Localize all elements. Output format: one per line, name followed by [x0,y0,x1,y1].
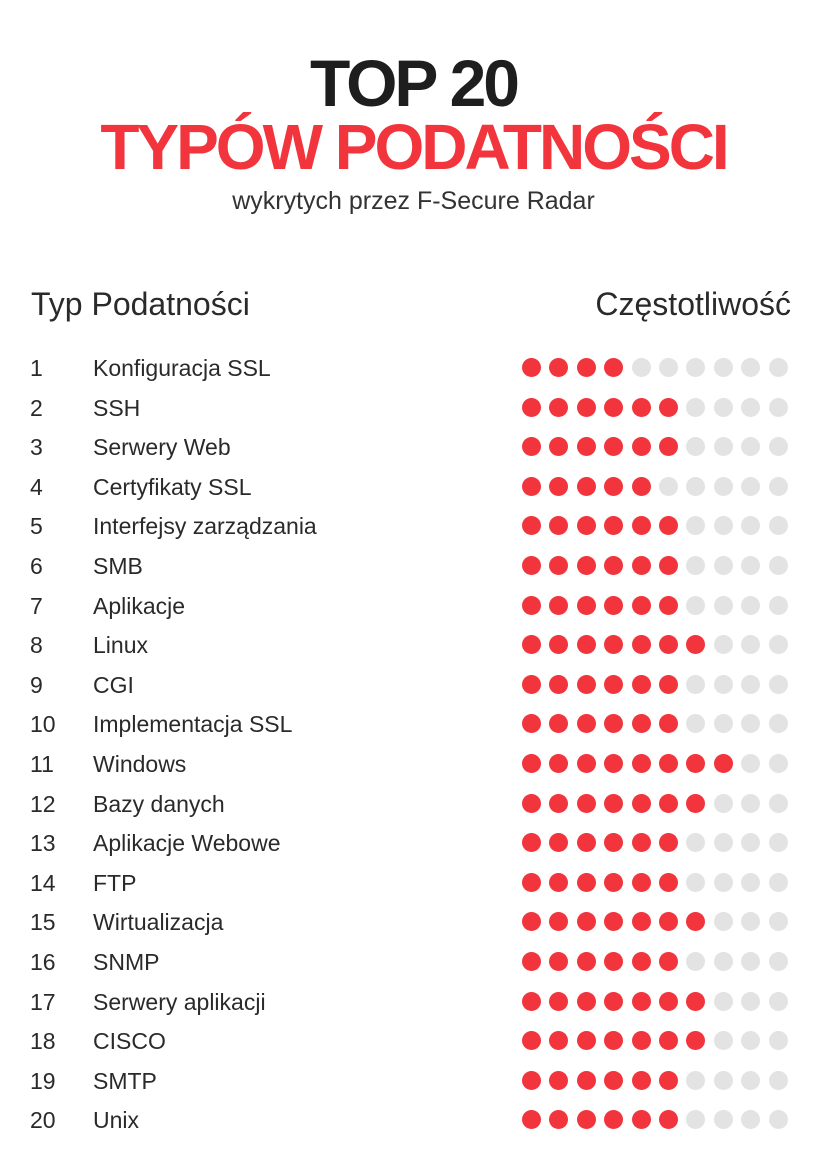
vulnerability-type-label: SSH [93,394,141,421]
table-row [0,1021,827,1061]
frequency-dot-empty [741,794,760,813]
frequency-dot-filled [659,596,678,615]
table-row [0,942,827,982]
frequency-dot-filled [577,477,596,496]
frequency-dot-empty [714,714,733,733]
frequency-dot-empty [714,398,733,417]
frequency-dot-filled [632,794,651,813]
table-row [0,1061,827,1101]
frequency-dot-filled [549,398,568,417]
frequency-dot-empty [714,1031,733,1050]
frequency-dot-empty [769,556,788,575]
frequency-dot-filled [686,635,705,654]
frequency-dot-filled [632,477,651,496]
frequency-dot-empty [686,358,705,377]
vulnerability-type-label: CGI [93,671,134,698]
table-row [0,506,827,546]
vulnerability-type-label: Serwery Web [93,434,231,461]
table-row [0,863,827,903]
frequency-dot-filled [632,1110,651,1129]
table-row [0,625,827,665]
vulnerability-type-label: Aplikacje [93,592,186,619]
subtitle: wykrytych przez F-Secure Radar [232,187,595,215]
vulnerability-type-label: CISCO [93,1028,166,1055]
frequency-dot-filled [659,516,678,535]
frequency-dot-filled [604,1071,623,1090]
frequency-dot-filled [632,1031,651,1050]
frequency-dot-empty [769,1071,788,1090]
frequency-dot-empty [686,596,705,615]
frequency-dot-empty [741,477,760,496]
frequency-dot-filled [577,833,596,852]
frequency-dot-filled [632,398,651,417]
frequency-dot-empty [714,556,733,575]
rank-number: 2 [30,394,43,421]
frequency-dot-filled [686,992,705,1011]
frequency-dot-filled [686,912,705,931]
frequency-dot-filled [577,635,596,654]
vulnerability-type-label: Implementacja SSL [93,711,293,738]
frequency-dot-empty [741,635,760,654]
frequency-dot-filled [577,516,596,535]
vulnerability-type-label: Serwery aplikacji [93,988,266,1015]
frequency-dot-filled [604,635,623,654]
frequency-dot-filled [604,398,623,417]
frequency-dot-empty [769,873,788,892]
frequency-dot-filled [549,833,568,852]
frequency-dot-empty [686,1110,705,1129]
frequency-dot-empty [686,398,705,417]
frequency-dot-empty [741,873,760,892]
frequency-dot-filled [632,437,651,456]
frequency-dot-empty [714,1110,733,1129]
frequency-dot-filled [549,1031,568,1050]
vulnerability-type-label: Unix [93,1107,140,1134]
frequency-dot-filled [522,516,541,535]
frequency-dot-empty [741,992,760,1011]
frequency-dot-filled [522,794,541,813]
vulnerability-type-label: FTP [93,869,137,896]
frequency-dot-filled [549,912,568,931]
frequency-dot-empty [714,437,733,456]
frequency-dot-filled [549,596,568,615]
frequency-dot-empty [714,635,733,654]
frequency-dot-filled [714,754,733,773]
column-header-type: Typ Podatności [31,286,250,322]
frequency-dot-empty [769,754,788,773]
frequency-dot-filled [659,635,678,654]
vulnerability-list [0,348,827,1140]
frequency-dot-filled [549,952,568,971]
frequency-dot-empty [741,358,760,377]
frequency-dot-filled [659,675,678,694]
rank-number: 6 [30,552,43,579]
frequency-dot-empty [769,437,788,456]
frequency-dot-filled [549,1110,568,1129]
frequency-dot-filled [604,477,623,496]
vulnerability-type-label: Aplikacje Webowe [93,830,281,857]
table-row [0,665,827,705]
frequency-dot-filled [549,873,568,892]
frequency-dot-empty [686,556,705,575]
frequency-dot-filled [577,1071,596,1090]
frequency-dot-filled [659,754,678,773]
frequency-dot-filled [522,1110,541,1129]
frequency-dot-filled [659,1071,678,1090]
frequency-dot-empty [686,675,705,694]
frequency-dot-empty [741,1071,760,1090]
frequency-dot-empty [769,912,788,931]
title-vulnerability-types: TYPÓW PODATNOŚCI [100,111,727,183]
frequency-dot-filled [604,1110,623,1129]
frequency-dot-empty [686,952,705,971]
rank-number: 19 [30,1067,56,1094]
frequency-dot-filled [632,556,651,575]
frequency-dot-empty [686,516,705,535]
frequency-dot-empty [714,477,733,496]
frequency-dot-filled [604,992,623,1011]
frequency-dot-filled [604,833,623,852]
frequency-dot-filled [577,358,596,377]
frequency-dot-empty [741,596,760,615]
frequency-dot-filled [522,398,541,417]
frequency-dot-filled [549,754,568,773]
rank-number: 15 [30,909,56,936]
rank-number: 1 [30,355,43,381]
frequency-dot-filled [659,794,678,813]
frequency-dot-empty [741,675,760,694]
title-top-20: TOP 20 [309,46,518,120]
rank-number: 12 [30,790,56,817]
frequency-dot-filled [577,714,596,733]
frequency-dot-filled [549,358,568,377]
frequency-dot-filled [686,1031,705,1050]
frequency-dot-empty [769,952,788,971]
rank-number: 10 [30,711,56,738]
frequency-dot-filled [522,358,541,377]
frequency-dot-empty [769,635,788,654]
frequency-dot-filled [604,556,623,575]
frequency-dot-empty [769,1031,788,1050]
frequency-dot-filled [577,675,596,694]
rank-number: 20 [30,1107,56,1134]
frequency-dot-filled [577,1110,596,1129]
rank-number: 18 [30,1028,56,1055]
frequency-dot-filled [604,952,623,971]
vulnerability-type-label: Konfiguracja SSL [93,355,271,381]
frequency-dot-filled [632,873,651,892]
frequency-dot-filled [659,556,678,575]
frequency-dot-empty [741,754,760,773]
frequency-dot-empty [686,477,705,496]
frequency-dot-filled [659,1031,678,1050]
frequency-dot-empty [659,477,678,496]
frequency-dot-filled [549,437,568,456]
frequency-dot-empty [741,1110,760,1129]
frequency-dot-empty [659,358,678,377]
frequency-dot-filled [577,794,596,813]
frequency-dot-filled [549,635,568,654]
rank-number: 7 [30,592,43,619]
frequency-dot-empty [769,398,788,417]
frequency-dot-empty [769,992,788,1011]
frequency-dot-empty [714,833,733,852]
frequency-dot-filled [522,1071,541,1090]
frequency-dot-filled [577,437,596,456]
frequency-dot-filled [522,912,541,931]
frequency-dot-empty [714,596,733,615]
frequency-dot-filled [577,952,596,971]
frequency-dot-filled [632,992,651,1011]
rank-number: 9 [30,671,43,698]
frequency-dot-filled [549,794,568,813]
frequency-dot-empty [714,516,733,535]
frequency-dot-empty [714,1071,733,1090]
table-row [0,982,827,1022]
frequency-dot-empty [769,833,788,852]
frequency-dot-empty [714,873,733,892]
frequency-dot-filled [577,596,596,615]
frequency-dot-filled [549,556,568,575]
frequency-dot-empty [714,794,733,813]
frequency-dot-filled [604,516,623,535]
table-row [0,467,827,507]
rank-number: 11 [30,750,54,777]
frequency-dot-filled [604,873,623,892]
rank-number: 16 [30,948,56,975]
vulnerability-type-label: Bazy danych [93,790,225,817]
rank-number: 4 [30,473,43,500]
frequency-dot-empty [686,714,705,733]
frequency-dot-filled [577,912,596,931]
frequency-dot-filled [522,1031,541,1050]
rank-number: 5 [30,513,43,540]
frequency-dot-empty [741,952,760,971]
frequency-dot-filled [604,437,623,456]
frequency-dot-filled [604,912,623,931]
frequency-dot-filled [659,437,678,456]
frequency-dot-filled [604,1031,623,1050]
frequency-dot-empty [714,912,733,931]
frequency-dot-empty [769,516,788,535]
frequency-dot-filled [522,437,541,456]
vulnerability-type-label: Interfejsy zarządzania [93,513,317,540]
frequency-dot-empty [741,714,760,733]
frequency-dot-filled [522,833,541,852]
frequency-dot-filled [549,477,568,496]
frequency-dot-filled [522,556,541,575]
frequency-dot-filled [577,873,596,892]
table-row [0,744,827,784]
vulnerability-type-label: Linux [93,632,148,659]
frequency-dot-filled [632,1071,651,1090]
frequency-dot-filled [632,714,651,733]
frequency-dot-empty [741,1031,760,1050]
frequency-dot-empty [714,675,733,694]
frequency-dot-empty [741,833,760,852]
frequency-dot-empty [686,833,705,852]
frequency-dot-empty [686,1071,705,1090]
vulnerability-type-label: SNMP [93,948,160,975]
frequency-dot-empty [741,556,760,575]
frequency-dot-empty [741,398,760,417]
frequency-dot-filled [604,675,623,694]
table-row [0,902,827,942]
frequency-dot-filled [577,398,596,417]
frequency-dot-filled [632,912,651,931]
frequency-dot-empty [769,358,788,377]
frequency-dot-empty [769,1110,788,1129]
vulnerability-type-label: Certyfikaty SSL [93,473,252,500]
frequency-dot-filled [659,912,678,931]
frequency-dot-filled [522,596,541,615]
table-row [0,823,827,863]
vulnerability-type-label: Wirtualizacja [93,909,224,936]
frequency-dot-filled [604,754,623,773]
frequency-dot-filled [659,952,678,971]
frequency-dot-filled [632,596,651,615]
table-row [0,388,827,428]
frequency-dot-filled [659,398,678,417]
frequency-dot-filled [632,833,651,852]
rank-number: 8 [30,632,43,659]
frequency-dot-filled [632,675,651,694]
frequency-dot-filled [577,1031,596,1050]
frequency-dot-filled [577,754,596,773]
frequency-dot-filled [522,635,541,654]
frequency-dot-empty [714,358,733,377]
frequency-dot-filled [522,992,541,1011]
frequency-dot-filled [686,754,705,773]
frequency-dot-filled [659,714,678,733]
frequency-dot-empty [769,675,788,694]
frequency-dot-empty [741,516,760,535]
frequency-dot-filled [522,754,541,773]
frequency-dot-empty [769,714,788,733]
frequency-dot-filled [522,477,541,496]
vulnerability-type-label: SMB [93,552,143,579]
rank-number: 14 [30,869,56,896]
frequency-dot-empty [769,794,788,813]
frequency-dot-filled [604,714,623,733]
vulnerability-type-label: Windows [93,750,187,777]
column-header-frequency: Częstotliwość [595,286,791,322]
frequency-dot-filled [549,675,568,694]
frequency-dot-filled [522,714,541,733]
frequency-dot-empty [632,358,651,377]
table-row [0,427,827,467]
table-row [0,546,827,586]
table-row [0,784,827,824]
frequency-dot-filled [686,794,705,813]
frequency-dot-filled [604,596,623,615]
table-row [0,586,827,626]
frequency-dot-filled [549,1071,568,1090]
frequency-dot-empty [714,952,733,971]
frequency-dot-empty [686,437,705,456]
frequency-dot-filled [549,992,568,1011]
frequency-dot-filled [549,714,568,733]
vulnerability-type-label: SMTP [93,1067,157,1094]
frequency-dot-empty [741,437,760,456]
frequency-dot-filled [632,516,651,535]
frequency-dot-filled [659,1110,678,1129]
frequency-dot-empty [741,912,760,931]
frequency-dot-filled [522,675,541,694]
rank-number: 3 [30,434,43,461]
table-row [0,1100,827,1140]
frequency-dot-empty [769,477,788,496]
frequency-dot-filled [632,952,651,971]
frequency-dot-filled [577,556,596,575]
frequency-dot-filled [577,992,596,1011]
frequency-dot-filled [659,873,678,892]
frequency-dot-empty [714,992,733,1011]
frequency-dot-filled [604,358,623,377]
frequency-dot-empty [686,873,705,892]
frequency-dot-filled [632,754,651,773]
table-row [0,704,827,744]
frequency-dot-filled [659,992,678,1011]
table-row [0,348,827,388]
frequency-dot-filled [549,516,568,535]
rank-number: 17 [30,988,56,1015]
frequency-dot-filled [522,952,541,971]
rank-number: 13 [30,830,56,857]
frequency-dot-filled [632,635,651,654]
frequency-dot-filled [659,833,678,852]
frequency-dot-filled [604,794,623,813]
frequency-dot-empty [769,596,788,615]
frequency-dot-filled [522,873,541,892]
